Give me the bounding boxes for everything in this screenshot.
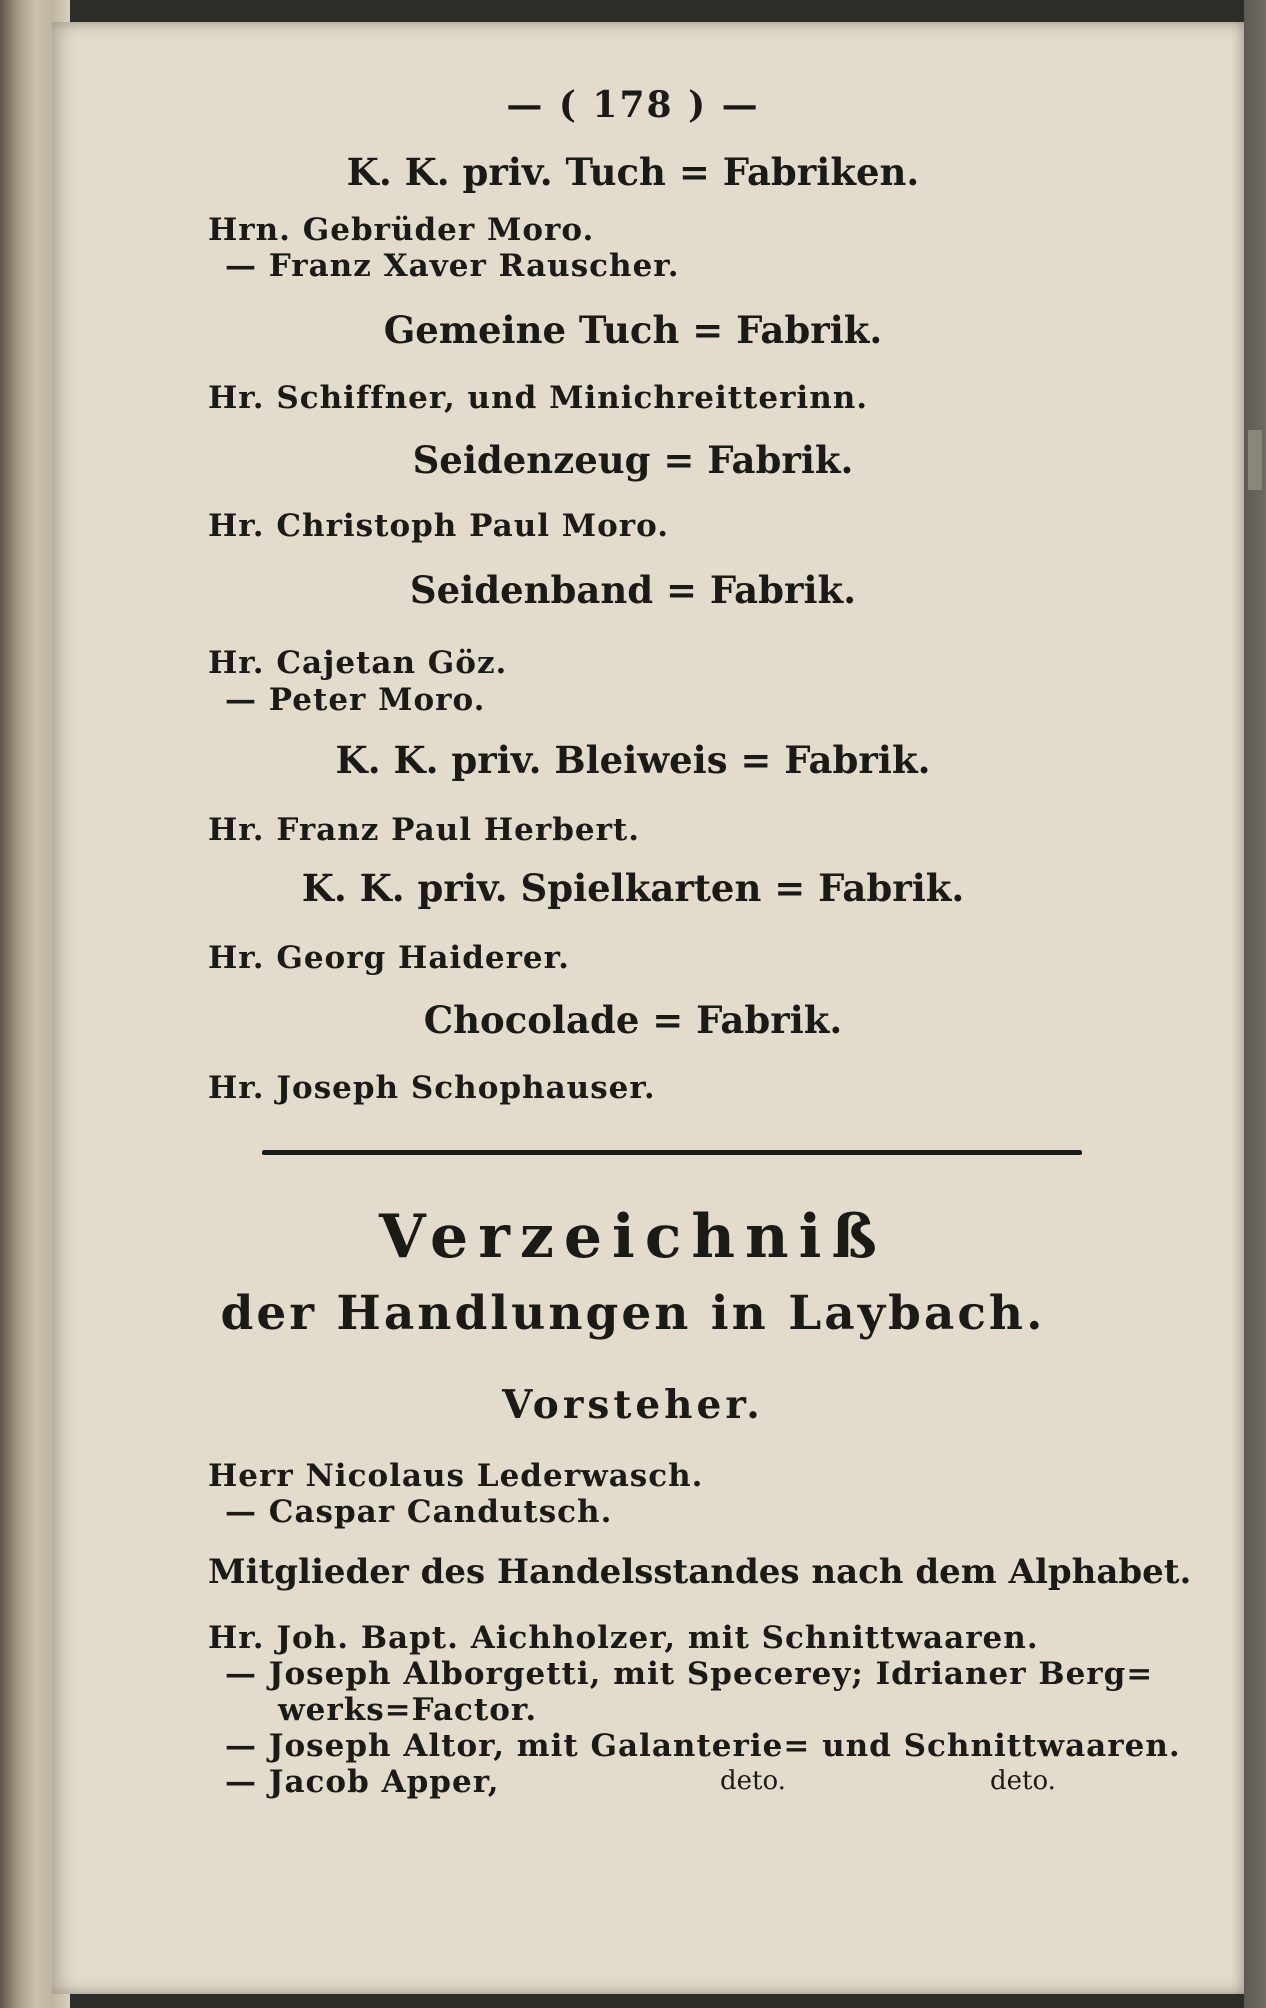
section-heading-spielkarten: K. K. priv. Spielkarten = Fabrik.	[301, 866, 965, 910]
entry-christoph-moro: Hr. Christoph Paul Moro.	[208, 508, 670, 544]
page-number: — ( 178 ) —	[506, 84, 760, 126]
entry-altor: — Joseph Altor, mit Galanterie= und Schnittwaaren.	[225, 1728, 1181, 1764]
main-subtitle: der Handlungen in Laybach.	[220, 1286, 1046, 1341]
mitglieder-heading: Mitglieder des Handelsstandes nach dem Alphabet.	[208, 1552, 1192, 1592]
section-heading-tuch-priv: K. K. priv. Tuch = Fabriken.	[346, 150, 920, 194]
section-heading-seidenband: Seidenband = Fabrik.	[409, 568, 857, 612]
entry-herbert: Hr. Franz Paul Herbert.	[208, 812, 641, 848]
section-heading-seidenzeug: Seidenzeug = Fabrik.	[412, 438, 854, 482]
entry-alborgetti-continued: werks=Factor.	[278, 1692, 538, 1728]
entry-haiderer: Hr. Georg Haiderer.	[208, 940, 570, 976]
entry-peter-moro: — Peter Moro.	[225, 682, 486, 718]
entry-lederwasch: Herr Nicolaus Lederwasch.	[208, 1458, 704, 1494]
deto-1: deto.	[720, 1766, 786, 1796]
entry-rauscher: — Franz Xaver Rauscher.	[225, 248, 680, 284]
entry-cajetan-goez: Hr. Cajetan Göz.	[208, 645, 508, 681]
section-heading-tuch-common: Gemeine Tuch = Fabrik.	[383, 308, 883, 352]
deto-2: deto.	[990, 1766, 1056, 1796]
entry-gebrueder-moro: Hrn. Gebrüder Moro.	[208, 212, 595, 248]
entry-apper: — Jacob Apper,	[225, 1764, 500, 1800]
main-title: Verzeichniß	[378, 1202, 888, 1272]
entry-candutsch: — Caspar Candutsch.	[225, 1494, 613, 1530]
entry-schiffner: Hr. Schiffner, und Minichreitterinn.	[208, 380, 869, 416]
section-heading-bleiweis: K. K. priv. Bleiweis = Fabrik.	[335, 738, 931, 782]
entry-alborgetti: — Joseph Alborgetti, mit Specerey; Idrianer Berg=	[225, 1656, 1154, 1692]
vorsteher-heading: Vorsteher.	[502, 1382, 764, 1428]
entry-schophauser: Hr. Joseph Schophauser.	[208, 1070, 656, 1106]
entry-aichholzer: Hr. Joh. Bapt. Aichholzer, mit Schnittwaaren.	[208, 1620, 1039, 1656]
section-heading-chocolade: Chocolade = Fabrik.	[423, 998, 843, 1042]
section-divider	[262, 1150, 1082, 1155]
